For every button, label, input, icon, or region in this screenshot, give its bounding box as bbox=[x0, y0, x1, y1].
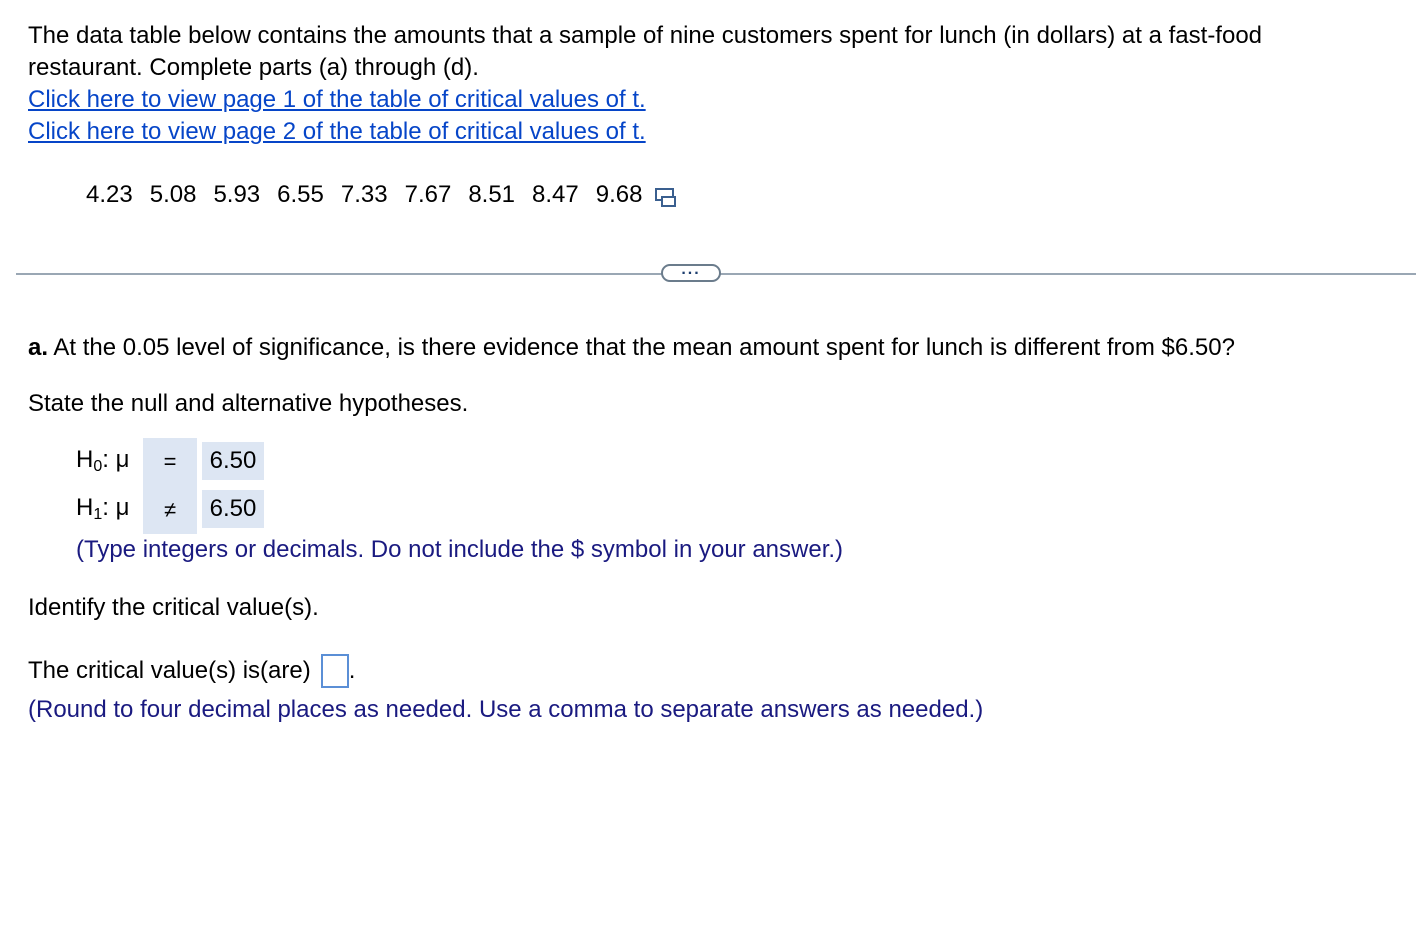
problem-intro bbox=[28, 20, 1388, 148]
data-value: 8.51 bbox=[468, 181, 516, 208]
data-value: 7.33 bbox=[340, 181, 388, 208]
null-hypothesis-label: $H_0$: μ bbox=[76, 446, 130, 475]
part-a-question bbox=[28, 332, 1235, 364]
critical-values-page-2-link[interactable]: Click here to view page 2 of the table of critical values of t. bbox=[28, 118, 646, 145]
part-a-label: a. bbox=[28, 334, 49, 361]
alternative-hypothesis-label: $H_1$: μ bbox=[76, 494, 130, 523]
state-hypotheses-prompt: State the null and alternative hypotheses. bbox=[28, 390, 469, 417]
data-value: 4.23 bbox=[86, 181, 133, 208]
intro-text-line-1: The data table below contains the amounts that a sample of nine customers spent for lunch (in dollars) at a fast-food bbox=[28, 22, 1263, 49]
data-value: 7.67 bbox=[404, 181, 452, 208]
expand-more-button[interactable] bbox=[661, 261, 721, 282]
copy-data-icon[interactable] bbox=[655, 187, 679, 207]
critical-value-input[interactable] bbox=[321, 654, 349, 688]
null-hypothesis-operator[interactable]: = bbox=[143, 438, 197, 486]
critical-values-page-1-link[interactable]: Click here to view page 1 of the table of critical values of t. bbox=[28, 86, 646, 113]
hypotheses-hint: (Type integers or decimals. Do not include the $ symbol in your answer.) bbox=[76, 536, 844, 563]
data-value: 5.08 bbox=[149, 181, 197, 208]
ellipsis-icon: ... bbox=[681, 261, 701, 278]
alternative-hypothesis-operator[interactable]: ≠ bbox=[143, 486, 197, 534]
data-value: 5.93 bbox=[213, 181, 261, 208]
part-a-question-text: At the 0.05 level of significance, is there evidence that the mean amount spent for lunch is different from $6.50? bbox=[48, 334, 1235, 361]
identify-critical-values-prompt: Identify the critical value(s). bbox=[28, 594, 319, 621]
critical-value-line bbox=[28, 652, 355, 690]
critical-value-label: The critical value(s) is(are) bbox=[28, 657, 311, 684]
data-value: 6.55 bbox=[277, 181, 324, 208]
critical-value-period: . bbox=[348, 657, 356, 684]
alternative-hypothesis-value[interactable]: 6.50 bbox=[202, 490, 264, 528]
intro-text-line-2: restaurant. Complete parts (a) through (d). bbox=[28, 54, 479, 81]
data-value: 8.47 bbox=[532, 181, 579, 208]
data-values-row bbox=[86, 178, 679, 212]
data-value: 9.68 bbox=[595, 181, 643, 208]
critical-value-hint: (Round to four decimal places as needed. Use a comma to separate answers as needed.) bbox=[28, 696, 984, 723]
null-hypothesis-value[interactable]: 6.50 bbox=[202, 442, 264, 480]
